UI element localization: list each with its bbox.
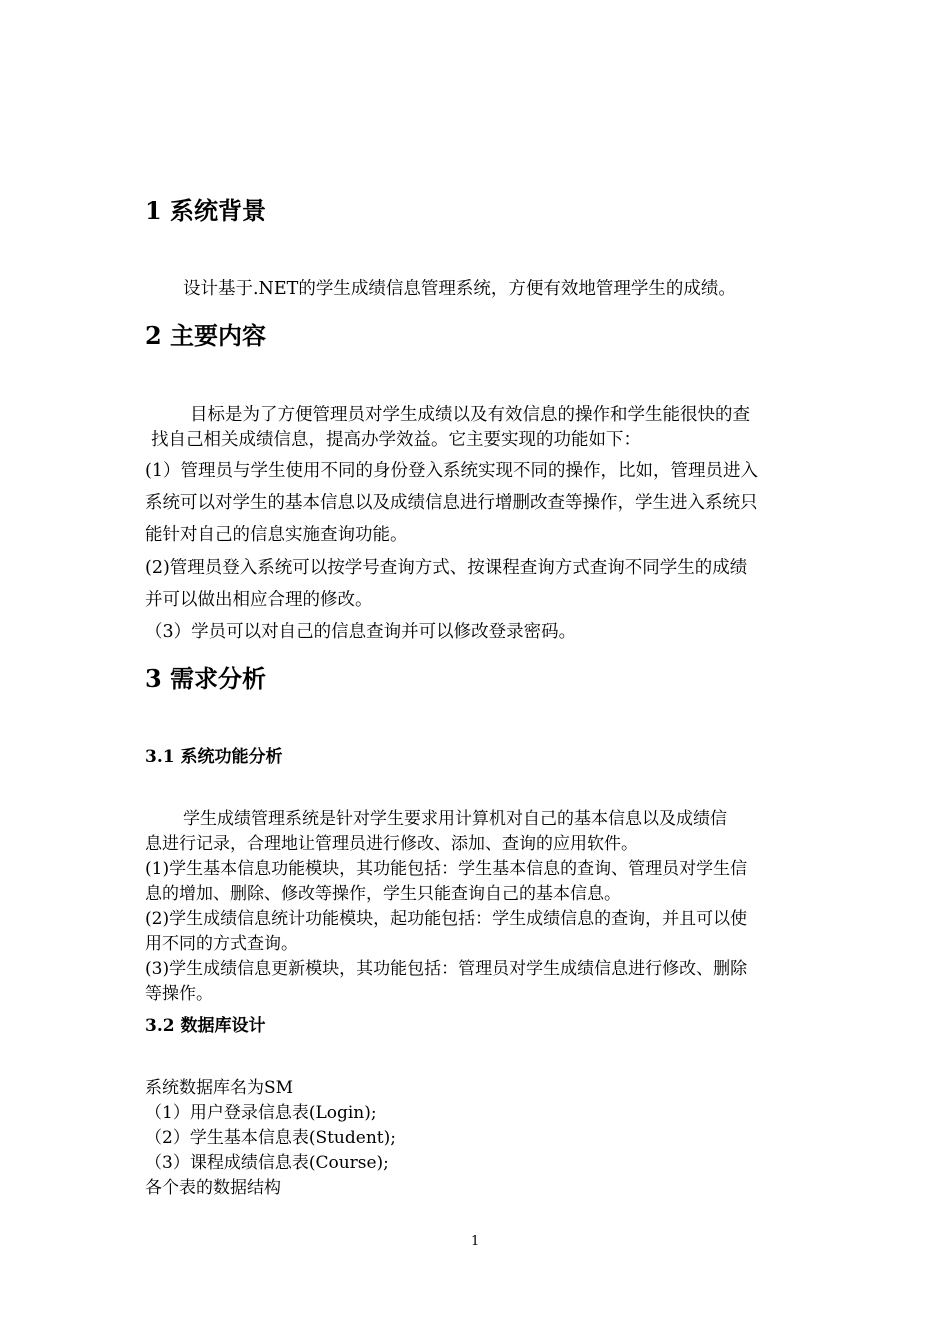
section-2-intro-line-2: 找自己相关成绩信息，提高办学效益。它主要实现的功能如下：	[151, 430, 641, 450]
section-2-heading: 2 主要内容	[145, 321, 267, 350]
section-2-item-1-line-3: 能针对自己的信息实施查询功能。	[145, 525, 408, 545]
section-3-1-line-8: 等操作。	[145, 984, 213, 1004]
section-3-1-line-4: 息的增加、删除、修改等操作，学生只能查询自己的基本信息。	[145, 884, 621, 904]
section-3-2-heading: 3.2 数据库设计	[145, 1016, 266, 1036]
section-1-heading: 1 系统背景	[145, 196, 267, 225]
section-3-2-line-4: （3）课程成绩信息表(Course);	[145, 1153, 389, 1173]
section-3-2-line-3: （2）学生基本信息表(Student);	[145, 1128, 396, 1148]
section-2-item-2-line-1: (2)管理员登入系统可以按学号查询方式、按课程查询方式查询不同学生的成绩	[145, 558, 748, 578]
section-3-heading: 3 需求分析	[145, 664, 267, 693]
section-3-1-line-7: (3)学生成绩信息更新模块，其功能包括：管理员对学生成绩信息进行修改、删除	[145, 959, 748, 979]
section-3-1-line-3: (1)学生基本信息功能模块，其功能包括：学生基本信息的查询、管理员对学生信	[145, 859, 748, 879]
section-3-2-line-5: 各个表的数据结构	[145, 1178, 281, 1198]
section-3-1-heading: 3.1 系统功能分析	[145, 747, 283, 767]
section-3-1-line-5: (2)学生成绩信息统计功能模块，起功能包括：学生成绩信息的查询，并且可以使	[145, 909, 748, 929]
section-2-item-3-line-1: （3）学员可以对自己的信息查询并可以修改登录密码。	[145, 622, 577, 642]
section-3-1-line-1: 学生成绩管理系统是针对学生要求用计算机对自己的基本信息以及成绩信	[183, 809, 727, 829]
page-number: 1	[471, 1234, 480, 1249]
section-3-1-line-2: 息进行记录，合理地让管理员进行修改、添加、查询的应用软件。	[145, 834, 638, 854]
section-3-2-line-2: （1）用户登录信息表(Login);	[145, 1103, 377, 1123]
section-2-item-1-line-1: (1）管理员与学生使用不同的身份登入系统实现不同的操作，比如，管理员进入	[145, 461, 758, 481]
section-3-2-line-1: 系统数据库名为SM	[145, 1078, 294, 1098]
section-1-paragraph: 设计基于.NET的学生成绩信息管理系统，方便有效地管理学生的成绩。	[183, 279, 736, 299]
section-2-item-2-line-2: 并可以做出相应合理的修改。	[145, 590, 373, 610]
section-3-1-line-6: 用不同的方式查询。	[145, 934, 298, 954]
section-2-item-1-line-2: 系统可以对学生的基本信息以及成绩信息进行增删改查等操作，学生进入系统只	[145, 493, 758, 513]
section-2-intro-line-1: 目标是为了方便管理员对学生成绩以及有效信息的操作和学生能很快的查	[190, 405, 750, 425]
